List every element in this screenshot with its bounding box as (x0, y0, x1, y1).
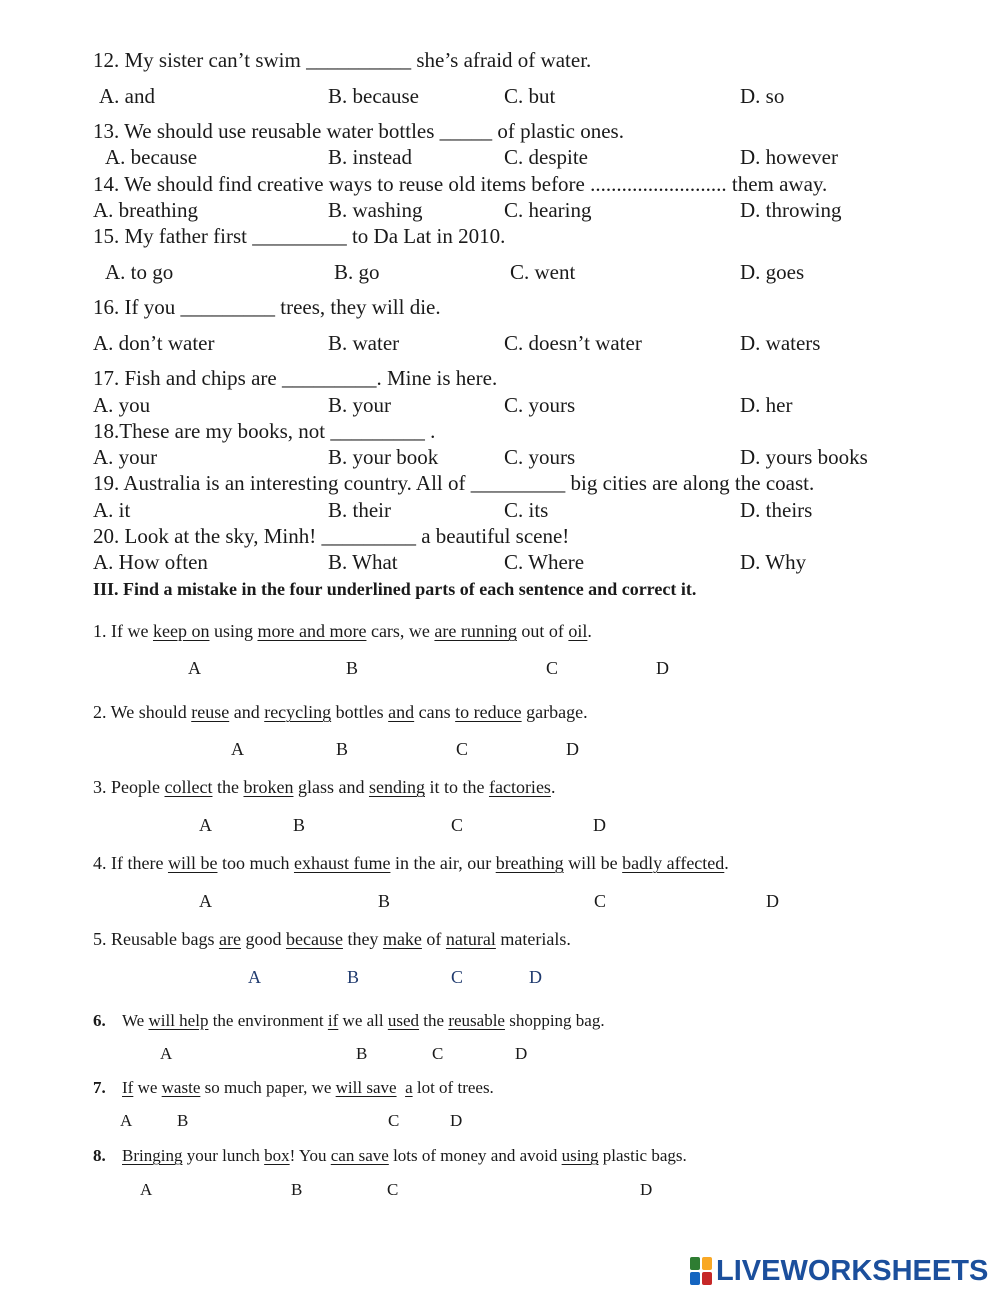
underlined-part-d: reusable (448, 1011, 505, 1030)
text-part: will be (563, 853, 623, 873)
sentence-text (93, 852, 729, 874)
text-part: good (240, 929, 286, 949)
option-b: B. your book (328, 445, 439, 469)
option-b: B. because (328, 84, 419, 108)
underlined-part-c: breathing (495, 853, 564, 873)
letter-d: D (515, 1044, 528, 1063)
sentence-text (122, 1010, 605, 1032)
letter-d: D (566, 739, 579, 759)
option-c: C. doesn’t water (504, 331, 642, 355)
underlined-part-c: and (388, 702, 415, 722)
letter-c: C (451, 815, 464, 835)
text-part: plastic bags. (598, 1146, 687, 1165)
sentence-number: 7. (93, 1078, 106, 1097)
option-c: C. its (504, 498, 549, 522)
text-part: 3. People (93, 777, 165, 797)
option-b: B. their (328, 498, 391, 522)
option-a: A. How often (93, 550, 208, 574)
option-a: A. don’t water (93, 331, 215, 355)
text-part: it to the (424, 777, 489, 797)
letter-b: B (356, 1044, 368, 1063)
option-d: D. goes (740, 260, 805, 284)
underlined-part-a: collect (164, 777, 213, 797)
question-stem: 17. Fish and chips are _________. Mine is here. (93, 366, 498, 390)
option-d: D. so (740, 84, 785, 108)
letter-c: C (451, 967, 464, 987)
text-part: shopping bag. (504, 1011, 605, 1030)
text-part: we (133, 1078, 162, 1097)
liveworksheets-logo (690, 1254, 988, 1288)
option-b: B. water (328, 331, 400, 355)
text-part: bottles (331, 702, 389, 722)
option-d: D. theirs (740, 498, 813, 522)
underlined-part-d: a (405, 1078, 413, 1097)
text-part: . (587, 621, 592, 641)
sentence-text (122, 1077, 494, 1099)
text-part: 4. If there (93, 853, 168, 873)
option-a: A. breathing (93, 198, 198, 222)
section-heading: III. Find a mistake in the four underlined parts of each sentence and correct it. (93, 579, 697, 599)
option-d: D. her (740, 393, 793, 417)
option-b: B. instead (328, 145, 412, 169)
sentence-text (122, 1145, 687, 1167)
letter-c: C (546, 658, 559, 678)
underlined-part-d: natural (445, 929, 496, 949)
underlined-part-a: If (122, 1078, 134, 1097)
option-a: A. because (105, 145, 198, 169)
text-part: cars, we (366, 621, 435, 641)
underlined-part-a: keep on (152, 621, 210, 641)
option-b: B. washing (328, 198, 423, 222)
sentence-text (93, 776, 555, 798)
letter-a: A (199, 891, 212, 911)
letter-b: B (293, 815, 306, 835)
text-part: they (342, 929, 383, 949)
underlined-part-b: more and more (257, 621, 367, 641)
letter-a: A (231, 739, 244, 759)
question-stem: 20. Look at the sky, Minh! _________ a beautiful scene! (93, 524, 570, 548)
letter-b: B (346, 658, 359, 678)
text-part: garbage. (521, 702, 588, 722)
option-c: C. went (510, 260, 576, 284)
letter-d: D (766, 891, 779, 911)
option-d: D. throwing (740, 198, 842, 222)
question-stem: 14. We should find creative ways to reuse old items before .......................... them away. (93, 172, 828, 196)
letter-a: A (140, 1180, 153, 1199)
underlined-part-d: factories (488, 777, 551, 797)
underlined-part-c: make (382, 929, 422, 949)
option-a: A. and (99, 84, 155, 108)
letter-c: C (456, 739, 469, 759)
underlined-part-a: are (218, 929, 241, 949)
text-part: and (229, 702, 265, 722)
text-part: your lunch (182, 1146, 265, 1165)
underlined-part-d: badly affected (622, 853, 725, 873)
question-stem: 19. Australia is an interesting country. All of _________ big cities are along the coast. (93, 471, 815, 495)
text-part: cans (414, 702, 456, 722)
text-part: 2. We should (93, 702, 192, 722)
underlined-part-b: if (327, 1011, 339, 1030)
option-c: C. yours (504, 445, 576, 469)
question-stem: 15. My father first _________ to Da Lat in 2010. (93, 224, 506, 248)
option-c: C. Where (504, 550, 585, 574)
option-a: A. you (93, 393, 151, 417)
underlined-part-b: broken (243, 777, 294, 797)
letter-d: D (529, 967, 542, 987)
letter-a: A (160, 1044, 173, 1063)
option-a: A. to go (105, 260, 174, 284)
option-c: C. yours (504, 393, 576, 417)
letter-d: D (640, 1180, 653, 1199)
underlined-part-b: because (285, 929, 343, 949)
text-part: We (122, 1011, 149, 1030)
letter-d: D (593, 815, 606, 835)
letter-b: B (378, 891, 391, 911)
text-part: too much (217, 853, 294, 873)
text-part: lots of money and avoid (388, 1146, 562, 1165)
letter-b: B (291, 1180, 303, 1199)
text-part (397, 1078, 406, 1097)
sentence-text (93, 701, 588, 723)
letter-d: D (656, 658, 669, 678)
text-part: the (419, 1011, 449, 1030)
liveworksheets-logo-icon (690, 1257, 712, 1285)
letter-c: C (387, 1180, 399, 1199)
underlined-part-c: will save (335, 1078, 397, 1097)
letter-d: D (450, 1111, 463, 1130)
text-part: using (209, 621, 258, 641)
text-part: lot of trees. (412, 1078, 494, 1097)
letter-c: C (388, 1111, 400, 1130)
underlined-part-a: will be (167, 853, 218, 873)
option-d: D. yours books (740, 445, 868, 469)
letter-a: A (248, 967, 261, 987)
letter-a: A (188, 658, 201, 678)
letter-b: B (177, 1111, 189, 1130)
option-a: A. it (93, 498, 131, 522)
question-stem: 16. If you _________ trees, they will die. (93, 295, 441, 319)
underlined-part-c: used (387, 1011, 420, 1030)
underlined-part-b: recycling (264, 702, 332, 722)
underlined-part-a: Bringing (122, 1146, 183, 1165)
underlined-part-a: reuse (191, 702, 230, 722)
text-part: 1. If we (93, 621, 153, 641)
question-stem: 18.These are my books, not _________ . (93, 419, 436, 443)
letter-a: A (120, 1111, 133, 1130)
text-part: we all (338, 1011, 388, 1030)
option-c: C. but (504, 84, 556, 108)
sentence-number: 6. (93, 1011, 106, 1030)
underlined-part-c: are running (434, 621, 517, 641)
option-d: D. Why (740, 550, 807, 574)
text-part: in the air, our (390, 853, 496, 873)
text-part: 5. Reusable bags (93, 929, 219, 949)
option-d: D. waters (740, 331, 821, 355)
text-part: glass and (293, 777, 369, 797)
text-part: materials. (495, 929, 571, 949)
option-c: C. hearing (504, 198, 592, 222)
sentence-number: 8. (93, 1146, 106, 1165)
option-b: B. What (328, 550, 398, 574)
letter-c: C (432, 1044, 444, 1063)
logo-text: LIVEWORKSHEETS (716, 1254, 989, 1287)
sentence-text (93, 620, 592, 642)
underlined-part-c: can save (330, 1146, 389, 1165)
text-part: . (724, 853, 729, 873)
underlined-part-b: box (264, 1146, 290, 1165)
question-stem: 13. We should use reusable water bottles _____ of plastic ones. (93, 119, 624, 143)
underlined-part-d: to reduce (455, 702, 522, 722)
text-part: . (550, 777, 556, 797)
underlined-part-b: exhaust fume (293, 853, 391, 873)
text-part: so much paper, we (200, 1078, 336, 1097)
sentence-text (93, 928, 571, 950)
text-part: the (212, 777, 244, 797)
letter-a: A (199, 815, 212, 835)
text-part: out of (516, 621, 569, 641)
text-part: ! You (289, 1146, 331, 1165)
underlined-part-a: will help (148, 1011, 209, 1030)
option-b: B. go (334, 260, 380, 284)
question-stem: 12. My sister can’t swim __________ she’s afraid of water. (93, 48, 592, 72)
underlined-part-b: waste (161, 1078, 201, 1097)
option-c: C. despite (504, 145, 588, 169)
letter-b: B (347, 967, 360, 987)
underlined-part-c: sending (368, 777, 425, 797)
option-a: A. your (93, 445, 158, 469)
option-d: D. however (740, 145, 838, 169)
underlined-part-d: using (561, 1146, 599, 1165)
letter-c: C (594, 891, 607, 911)
text-part: the environment (208, 1011, 328, 1030)
text-part: of (421, 929, 446, 949)
underlined-part-d: oil (568, 621, 588, 641)
option-b: B. your (328, 393, 391, 417)
letter-b: B (336, 739, 349, 759)
